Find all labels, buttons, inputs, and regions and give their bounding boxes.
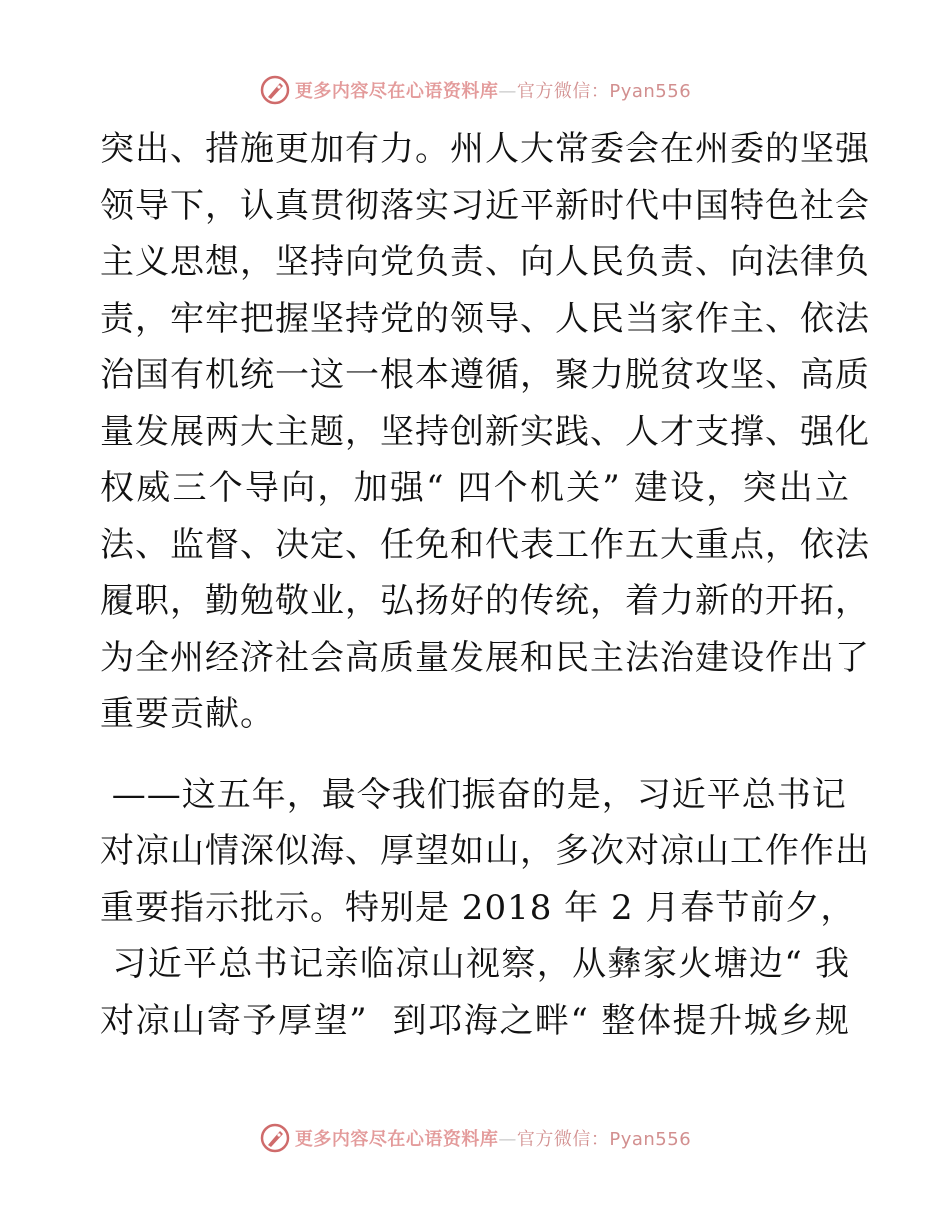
text-line: 履职，勤勉敬业，弘扬好的传统，着力新的开拓， [100,581,870,621]
text-line: ——这五年，最令我们振奋的是，习近平总书记 [100,774,847,815]
text-line: 领导下，认真贯彻落实习近平新时代中国特色社会 [100,185,870,226]
banner-separator: — [498,81,517,102]
text-line: 对凉山寄予厚望” 到邛海之畔“ 整体提升城乡规 [100,1000,850,1041]
text-line: 主义思想，坚持向党负责、向人民负责、向法律负 [100,242,870,282]
banner-wechat-text: 官方微信：Pyan556 [516,1129,692,1150]
header-watermark-banner [0,70,950,110]
text-line: 对凉山情深似海、厚望如山，多次对凉山工作作出 [100,831,870,871]
paragraph [100,767,870,1050]
text-line: 权威三个导向，加强“ 四个机关” 建设，突出立 [100,468,850,508]
text-line: 习近平总书记亲临凉山视察，从彝家火塘边“ 我 [100,944,850,984]
pen-nib-logo-icon [259,74,291,106]
paragraph [100,121,870,743]
banner-main-text: 更多内容尽在心语资料库 [294,81,499,102]
text-line: 突出、措施更加有力。州人大常委会在州委的坚强 [100,129,870,169]
text-line: 为全州经济社会高质量发展和民主法治建设作出了 [100,637,870,678]
text-line: 重要指示批示。特别是 2018 年 2 月春节前夕， [100,887,856,928]
banner-separator: — [498,1129,517,1150]
text-line: 责，牢牢把握坚持党的领导、人民当家作主、依法 [100,298,870,339]
paragraph-gap [100,743,850,767]
footer-watermark-banner [0,1118,950,1158]
document-body [100,121,870,1049]
text-line: 量发展两大主题，坚持创新实践、人才支撑、强化 [100,411,870,452]
text-line: 法、监督、决定、任免和代表工作五大重点，依法 [100,524,870,565]
banner-wechat-text: 官方微信：Pyan556 [516,81,692,102]
pen-nib-logo-icon [259,1122,291,1154]
text-line: 重要贡献。 [100,694,275,734]
text-line: 治国有机统一这一根本遵循，聚力脱贫攻坚、高质 [100,355,870,395]
banner-main-text: 更多内容尽在心语资料库 [294,1129,499,1150]
